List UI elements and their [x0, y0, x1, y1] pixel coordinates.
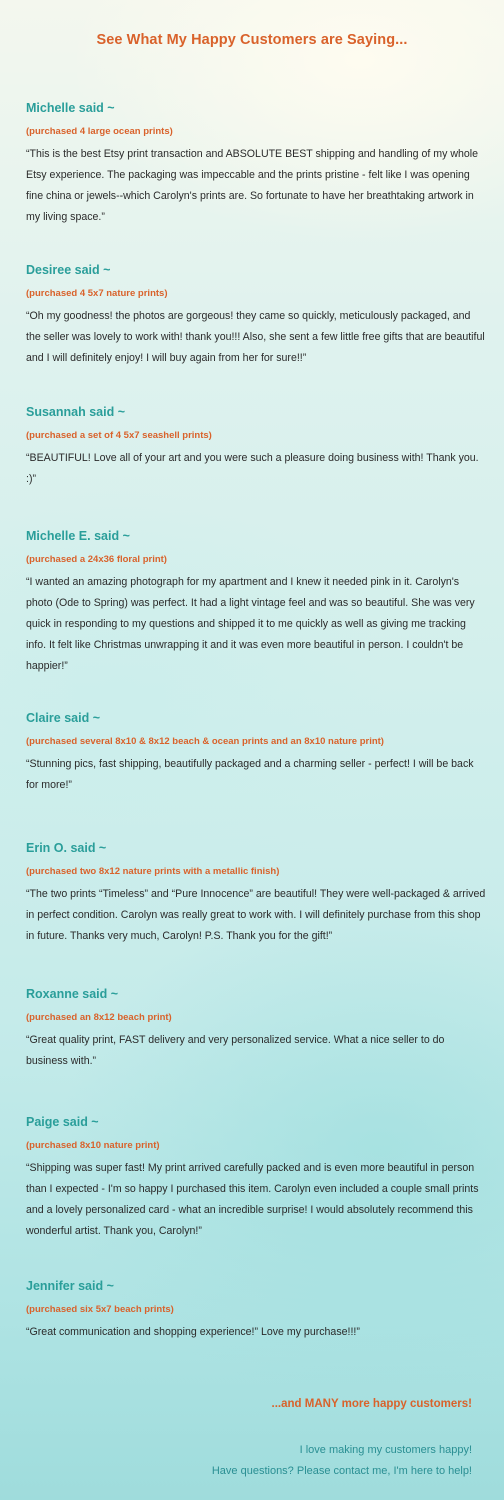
review-item — [26, 1278, 488, 1343]
reviewer-name: Roxanne said ~ — [26, 987, 119, 1001]
review-quote: “The two prints “Timeless” and “Pure Innocence” are beautiful! They were well-packaged & arrived in perfect condition. Carolyn was really great to work with. I will definitely purchase from this shop in future. Thanks very much, Carolyn! P.S. Thank you for the gift!” — [26, 888, 486, 942]
review-quote: “Great communication and shopping experience!” Love my purchase!!!” — [26, 1326, 360, 1338]
reviewer-name: Susannah said ~ — [26, 405, 125, 419]
closing-message — [212, 1440, 472, 1482]
review-item — [26, 840, 488, 947]
more-customers-note: ...and MANY more happy customers! — [271, 1398, 472, 1410]
purchase-note: (purchased six 5x7 beach prints) — [26, 1304, 174, 1315]
review-item — [26, 1114, 488, 1242]
reviewer-name: Erin O. said ~ — [26, 841, 107, 855]
reviewer-name: Jennifer said ~ — [26, 1279, 114, 1293]
reviewer-name: Claire said ~ — [26, 711, 100, 725]
review-item — [26, 100, 488, 228]
reviewer-name: Paige said ~ — [26, 1115, 99, 1129]
review-item — [26, 710, 488, 796]
review-item — [26, 262, 488, 369]
review-quote: “This is the best Etsy print transaction and ABSOLUTE BEST shipping and handling of my whole Etsy experience. The packaging was impeccable and the prints pristine - felt like I was opening fine china or jewels--which Carolyn's prints are. So fortunate to have her breathtaking artwork in my living space.” — [26, 148, 479, 223]
reviewer-name: Desiree said ~ — [26, 263, 111, 277]
purchase-note: (purchased 8x10 nature print) — [26, 1140, 160, 1151]
closing-line: I love making my customers happy! — [299, 1444, 472, 1456]
review-item — [26, 528, 488, 677]
reviewer-name: Michelle said ~ — [26, 101, 115, 115]
contact-line: Have questions? Please contact me, I'm here to help! — [211, 1465, 472, 1477]
review-quote: “Oh my goodness! the photos are gorgeous! they came so quickly, meticulously packaged, and the seller was lovely to work with! thank you!!! Also, she sent a few little free gifts that are beautiful and I will definitely enjoy! I will buy again from her for sure!!” — [26, 310, 485, 364]
review-quote: “I wanted an amazing photograph for my apartment and I knew it needed pink in it. Carolyn's photo (Ode to Spring) was perfect. It had a light vintage feel and was so beautiful. She was very quick in responding to my questions and shipped it to me quickly as well as giving me tracking info. It felt like Christmas unwrapping it and it was even more beautiful in person. I couldn't be happier!” — [26, 576, 475, 672]
purchase-note: (purchased an 8x12 beach print) — [26, 1012, 172, 1023]
purchase-note: (purchased a set of 4 5x7 seashell prints) — [26, 430, 212, 441]
review-quote: “BEAUTIFUL! Love all of your art and you were such a pleasure doing business with! Thank you. :)” — [26, 452, 479, 485]
purchase-note: (purchased 4 large ocean prints) — [26, 126, 173, 137]
review-quote: “Stunning pics, fast shipping, beautifully packaged and a charming seller - perfect! I will be back for more!” — [26, 758, 474, 791]
review-quote: “Great quality print, FAST delivery and very personalized service. What a nice seller to do business with.” — [26, 1034, 445, 1067]
purchase-note: (purchased 4 5x7 nature prints) — [26, 288, 168, 299]
review-item — [26, 986, 488, 1072]
review-quote: “Shipping was super fast! My print arrived carefully packed and is even more beautiful in person than I expected - I'm so happy I purchased this item. Carolyn even included a couple small prints and a lovely personalized card - what an incredible surprise! I would absolutely recommend this wonderful artist. Thank you, Carolyn!” — [26, 1162, 479, 1237]
review-item — [26, 404, 488, 490]
purchase-note: (purchased two 8x12 nature prints with a metallic finish) — [26, 866, 280, 877]
reviewer-name: Michelle E. said ~ — [26, 529, 130, 543]
purchase-note: (purchased several 8x10 & 8x12 beach & ocean prints and an 8x10 nature print) — [26, 736, 384, 747]
page-title: See What My Happy Customers are Saying... — [96, 32, 408, 48]
purchase-note: (purchased a 24x36 floral print) — [26, 554, 167, 565]
